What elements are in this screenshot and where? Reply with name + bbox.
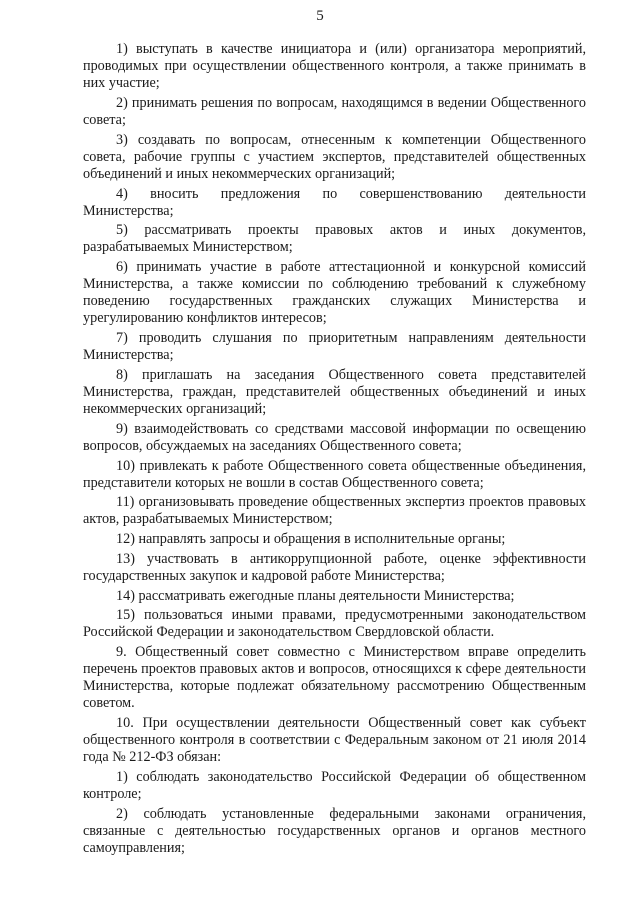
paragraph-7: 7) проводить слушания по приоритетным направлениям деятельности Министерства; <box>83 330 586 364</box>
document-body <box>83 41 586 860</box>
paragraph-15: 15) пользоваться иными правами, предусмотренными законодательством Российской Федерации и законодательством Свердловской области. <box>83 607 586 641</box>
paragraph-14: 14) рассматривать ежегодные планы деятельности Министерства; <box>116 587 515 604</box>
paragraph-12: 12) направлять запросы и обращения в исполнительные органы; <box>116 531 506 548</box>
paragraph-13: 13) участвовать в антикоррупционной работе, оценке эффективности государственных закупок и кадровой работе Министерства; <box>83 550 586 584</box>
page-number: 5 <box>316 8 324 24</box>
paragraph-2: 2) принимать решения по вопросам, находящимся в ведении Общественного совета; <box>83 94 586 128</box>
paragraph-3: 3) создавать по вопросам, отнесенным к компетенции Общественного совета, рабочие группы с участием экспертов, представителей общественных объединений и иных некоммерческих организаций; <box>83 131 586 182</box>
paragraph-1: 1) выступать в качестве инициатора и (или) организатора мероприятий, проводимых при осуществлении общественного контроля, а также принимать в них участие; <box>83 41 586 92</box>
paragraph-6: 6) принимать участие в работе аттестационной и конкурсной комиссий Министерства, а также комиссии по соблюдению требований к служебному поведению государственных гражданских служащих Министерства и урегулированию конфликтов интересов; <box>83 259 586 327</box>
paragraph-8: 8) приглашать на заседания Общественного совета представителей Министерства, граждан, представителей общественных объединений и иных некоммерческих организаций; <box>83 366 586 418</box>
section-10-paragraph: 10. При осуществлении деятельности Общественный совет как субъект общественного контроля в соответствии с Федеральным законом от 21 июля 2014 года № 212-ФЗ обязан: <box>83 714 586 766</box>
paragraph-4: 4) вносить предложения по совершенствованию деятельности Министерства; <box>83 185 586 219</box>
section-9-paragraph: 9. Общественный совет совместно с Министерством вправе определить перечень проектов правовых актов и вопросов, относящихся к сфере деятельности Министерства, которые подлежат обязательному рассмотрению Общественным советом. <box>83 644 586 712</box>
paragraph-10: 10) привлекать к работе Общественного совета общественные объединения, представители которых не вошли в состав Общественного совета; <box>83 457 586 491</box>
duty-2-paragraph: 2) соблюдать установленные федеральными законами ограничения, связанные с деятельностью государственных органов и органов местного самоуправления; <box>83 805 586 856</box>
duty-1-paragraph: 1) соблюдать законодательство Российской Федерации об общественном контроле; <box>83 768 586 802</box>
paragraph-11: 11) организовывать проведение общественных экспертиз проектов правовых актов, разрабатываемых Министерством; <box>83 494 586 528</box>
paragraph-9: 9) взаимодействовать со средствами массовой информации по освещению вопросов, обсуждаемых на заседаниях Общественного совета; <box>83 420 586 454</box>
paragraph-5: 5) рассматривать проекты правовых актов и иных документов, разрабатываемых Министерством; <box>83 222 586 256</box>
